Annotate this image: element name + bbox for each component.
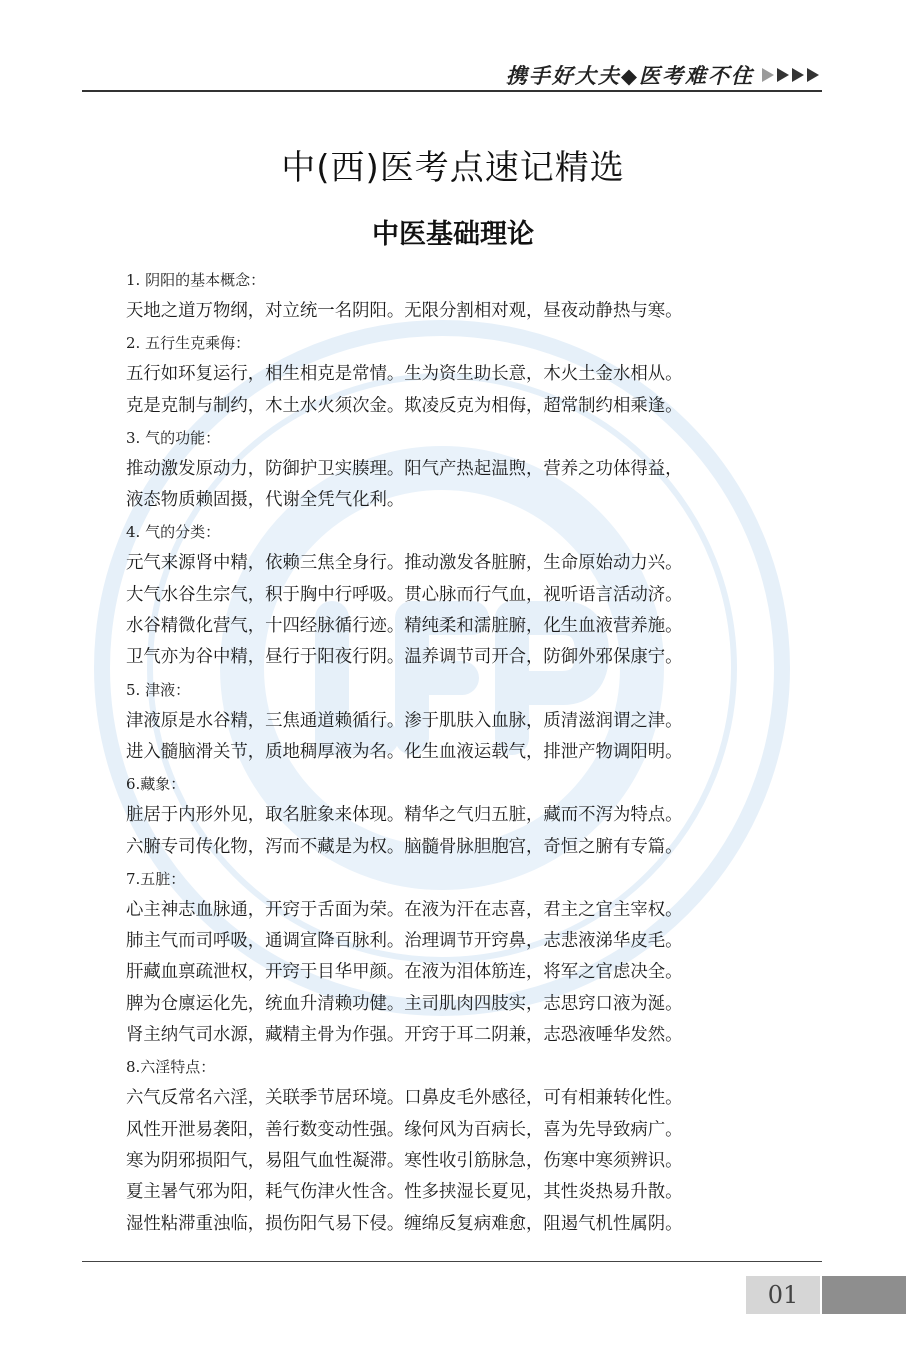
verse-line: 夏主暑气邪为阳，耗气伤津火性含。性多挟湿长夏见，其性炎热易升散。 [126, 1182, 683, 1203]
section-heading: 3. 气的功能： [126, 428, 221, 447]
triple-arrow-icon [762, 66, 822, 84]
verse-line: 脏居于内形外见，取名脏象来体现。精华之气归五脏，藏而不泻为特点。 [126, 805, 683, 826]
verse-line: 津液原是水谷精，三焦通道赖循行。渗于肌肤入血脉，质清滋润谓之津。 [126, 710, 683, 731]
page-number: 01 [746, 1276, 820, 1314]
verse-line: 水谷精微化营气，十四经脉循行迹。精纯柔和濡脏腑，化生血液营养施。 [126, 616, 683, 637]
section [126, 516, 786, 673]
verse-line: 克是克制与制约，木土水火须次金。欺凌反克为相侮，超常制约相乘逢。 [126, 395, 683, 416]
section [126, 768, 786, 863]
verse-line: 天地之道万物纲，对立统一名阴阳。无限分割相对观，昼夜动静热与寒。 [126, 301, 683, 321]
section-heading: 1. 阴阳的基本概念： [126, 271, 266, 289]
section [126, 422, 786, 517]
verse-line: 液态物质赖固摄，代谢全凭气化利。 [126, 490, 405, 511]
verse-line: 元气来源肾中精，依赖三焦全身行。推动激发各脏腑，生命原始动力兴。 [126, 553, 683, 574]
verse-line: 进入髓脑滑关节，质地稠厚液为名。化生血液运载气，排泄产物调阳明。 [126, 741, 683, 762]
section [126, 1051, 786, 1239]
verse-line: 六气反常名六淫，关联季节居环境。口鼻皮毛外感径，可有相兼转化性。 [126, 1088, 683, 1109]
verse-line: 心主神志血脉通，开窍于舌面为荣。在液为汗在志喜，君主之官主宰权。 [126, 899, 683, 920]
section-heading: 4. 气的分类： [126, 523, 221, 542]
header-slogan [506, 60, 822, 90]
page-header [82, 58, 822, 92]
section-heading: 7.五脏： [126, 869, 186, 888]
section [126, 674, 786, 769]
page-tab-decoration [822, 1276, 906, 1314]
section-heading: 5. 津液： [126, 680, 191, 699]
section-heading: 6.藏象： [126, 775, 186, 794]
verse-line: 脾为仓廪运化先，统血升清赖功健。主司肌肉四肢实，志思窍口液为涎。 [126, 993, 683, 1014]
verse-line: 风性开泄易袭阳，善行数变动性强。缘何风为百病长，喜为先导致病广。 [126, 1119, 683, 1140]
header-divider [82, 90, 822, 92]
verse-line: 湿性粘滞重浊临，损伤阳气易下侵。缠绵反复病难愈，阻遏气机性属阴。 [126, 1213, 683, 1234]
verse-line: 六腑专司传化物，泻而不藏是为权。脑髓骨脉胆胞宫，奇恒之腑有专篇。 [126, 836, 683, 857]
header-slogan-text: 携手好大夫◆医考难不住 [505, 64, 754, 88]
verse-line: 大气水谷生宗气，积于胸中行呼吸。贯心脉而行气血，视听语言活动济。 [126, 584, 683, 605]
section-heading: 2. 五行生克乘侮： [126, 334, 251, 353]
section-title: 中医基础理论 [372, 219, 534, 250]
verse-line: 推动激发原动力，防御护卫实腠理。阳气产热起温煦，营养之功体得益， [126, 458, 683, 479]
section-heading: 8.六淫特点： [126, 1058, 216, 1077]
verse-line: 肝藏血禀疏泄权，开窍于目华甲颜。在液为泪体筋连，将军之官虑决全。 [126, 962, 683, 983]
page-title: 中(西)医考点速记精选 [281, 148, 625, 188]
section [126, 863, 786, 1051]
section [126, 264, 786, 327]
verse-line: 卫气亦为谷中精，昼行于阳夜行阴。温养调节司开合，防御外邪保康宁。 [126, 647, 683, 668]
verse-line: 五行如环复运行，相生相克是常情。生为资生助长意，木火土金水相从。 [126, 364, 683, 385]
verse-line: 肾主纳气司水源，藏精主骨为作强。开窍于耳二阴兼，志恐液唾华发然。 [126, 1025, 683, 1046]
verse-line: 肺主气而司呼吸，通调宣降百脉利。治理调节开窍鼻，志悲液涕华皮毛。 [126, 931, 683, 952]
section [126, 327, 786, 422]
verse-line: 寒为阴邪损阳气，易阻气血性凝滞。寒性收引筋脉急，伤寒中寒须辨识。 [126, 1150, 683, 1171]
footer-divider [82, 1261, 822, 1262]
verse-content [126, 264, 786, 1240]
